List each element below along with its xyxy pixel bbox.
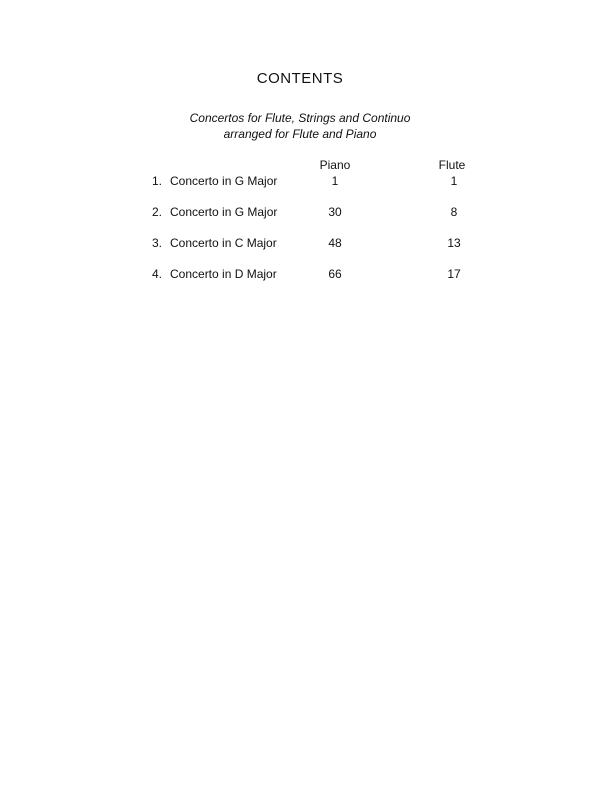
entry-flute-page: 17	[447, 267, 461, 281]
entry-flute-page: 13	[447, 236, 461, 250]
entry-piano-page: 1	[331, 174, 339, 188]
piano-column-header: Piano	[319, 158, 351, 172]
entry-title: Concerto in G Major	[170, 174, 278, 188]
subtitle-line-2: arranged for Flute and Piano	[223, 127, 377, 141]
page-title: CONTENTS	[256, 70, 344, 87]
contents-entry	[0, 267, 600, 283]
contents-entry	[0, 205, 600, 221]
entry-flute-page: 8	[450, 205, 458, 219]
entry-piano-page: 30	[328, 205, 342, 219]
entry-number: 3.	[152, 236, 163, 250]
entry-title: Concerto in C Major	[170, 236, 277, 250]
entry-flute-page: 1	[450, 174, 458, 188]
entry-piano-page: 48	[328, 236, 342, 250]
subtitle-line-1: Concertos for Flute, Strings and Continuo	[189, 111, 411, 125]
entry-number: 2.	[152, 205, 163, 219]
contents-entry	[0, 174, 600, 190]
entry-title: Concerto in D Major	[170, 267, 277, 281]
entry-number: 1.	[152, 174, 163, 188]
entry-title: Concerto in G Major	[170, 205, 278, 219]
contents-entry	[0, 236, 600, 252]
entry-piano-page: 66	[328, 267, 342, 281]
entry-number: 4.	[152, 267, 163, 281]
flute-column-header: Flute	[438, 158, 466, 172]
